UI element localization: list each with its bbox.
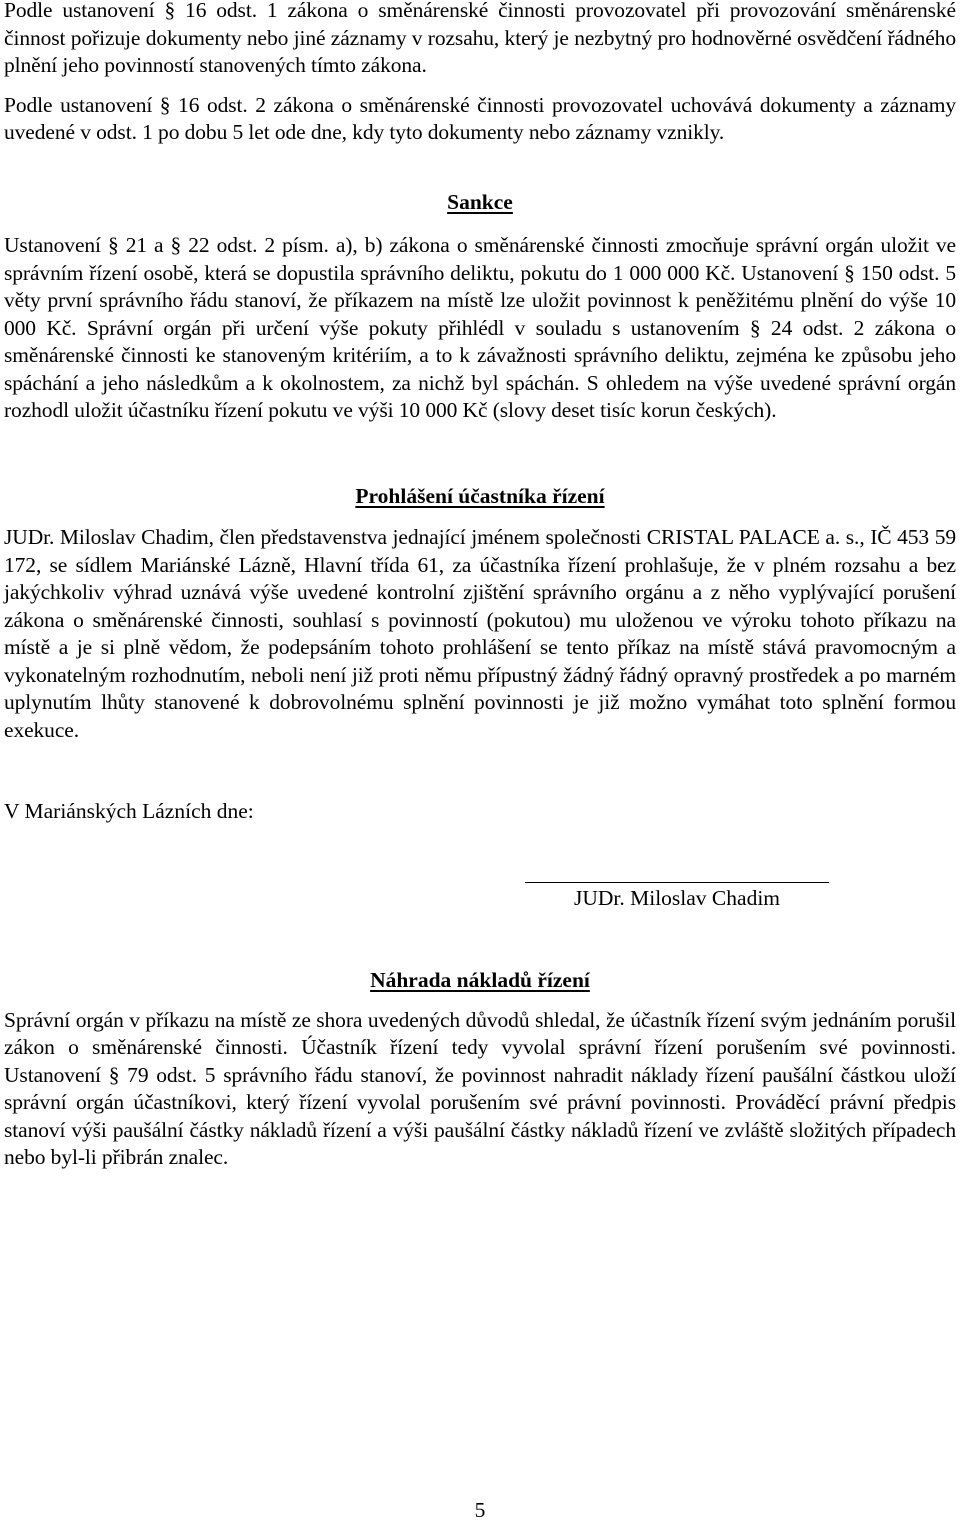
place-and-date-line: V Mariánských Lázních dne: [4,799,254,823]
paragraph-record-keeping: Podle ustanovení § 16 odst. 1 zákona o směnárenské činnosti provozovatel při provozování směnárenské činnost pořizuje dokumenty nebo jiné záznamy v rozsahu, který je nezbytný pro hodnověrné osvědčení řádného plnění jeho povinností stanovených tímto zákona. [4,0,956,77]
signature-name: JUDr. Miloslav Chadim [573,885,781,910]
heading-cost-compensation: Náhrada nákladů řízení [370,968,590,992]
signature-line [525,882,829,883]
heading-sankce: Sankce [447,189,513,214]
heading-declaration: Prohlášení účastníka řízení [355,483,605,508]
paragraph-sanctions: Ustanovení § 21 a § 22 odst. 2 písm. a), b) zákona o směnárenské činnosti zmocňuje správní orgán uložit ve správním řízení osobě, která se dopustila správního deliktu, pokutu do 1 000 000 Kč. Ustanovení § 150 odst. 5 věty první správního řádu stanoví, že příkazem na místě lze uložit povinnost k peněžitému plnění do výše 10 000 Kč. Správní orgán při určení výše pokuty přihlédl v souladu s ustanovením § 24 odst. 2 zákona o směnárenské činnosti ke stanoveným kritériím, a to k závažnosti správního deliktu, zejména ke způsobu jeho spáchání a jeho následkům a k okolnostem, za nichž byl spáchán. S ohledem na výše uvedené správní orgán rozhodl uložit účastníku řízení pokutu ve výši 10 000 Kč (slovy deset tisíc korun českých). [4,233,956,422]
paragraph-declaration: JUDr. Miloslav Chadim, člen představenstva jednající jménem společnosti CRISTAL PALACE a. s., IČ 453 59 172, se sídlem Mariánské Lázně, Hlavní třída 61, za účastníka řízení prohlašuje, že v plném rozsahu a bez jakýchkoliv výhrad uznává výše uvedené kontrolní zjištění správního orgánu a z něho vyplývající porušení zákona o směnárenské činnosti, souhlasí s povinností (pokutou) mu uloženou ve výroku tohoto příkazu na místě a je si plně vědom, že podepsáním tohoto prohlášení se tento příkaz na místě stává pravomocným a vykonatelným rozhodnutím, neboli není již proti němu přípustný žádný řádný opravný prostředek a po marném uplynutím lhůty stanovené k dobrovolnému splnění povinnosti je již možno vymáhat toto splnění formou exekuce. [4,525,956,742]
paragraph-retention-period: Podle ustanovení § 16 odst. 2 zákona o směnárenské činnosti provozovatel uchovává dokumenty a záznamy uvedené v odst. 1 po dobu 5 let ode dne, kdy tyto dokumenty nebo záznamy vznikly. [4,92,956,144]
signature-block [525,882,829,913]
paragraph-cost-compensation: Správní orgán v příkazu na místě ze shora uvedených důvodů shledal, že účastník řízení svým jednáním porušil zákon o směnárenské činnosti. Účastník řízení tedy vyvolal správní řízení porušením své povinnosti. Ustanovení § 79 odst. 5 správního řádu stanoví, že povinnost nahradit náklady řízení paušální částkou uloží správní orgán účastníkovi, který řízení vyvolal porušením své právní povinnosti. Prováděcí právní předpis stanoví výši paušální částky nákladů řízení a výši paušální částky nákladů řízení ve zvláště složitých případech nebo byl-li přibrán znalec. [4,1007,956,1169]
page-number: 5 [474,1498,486,1522]
document-page [4,0,956,1537]
